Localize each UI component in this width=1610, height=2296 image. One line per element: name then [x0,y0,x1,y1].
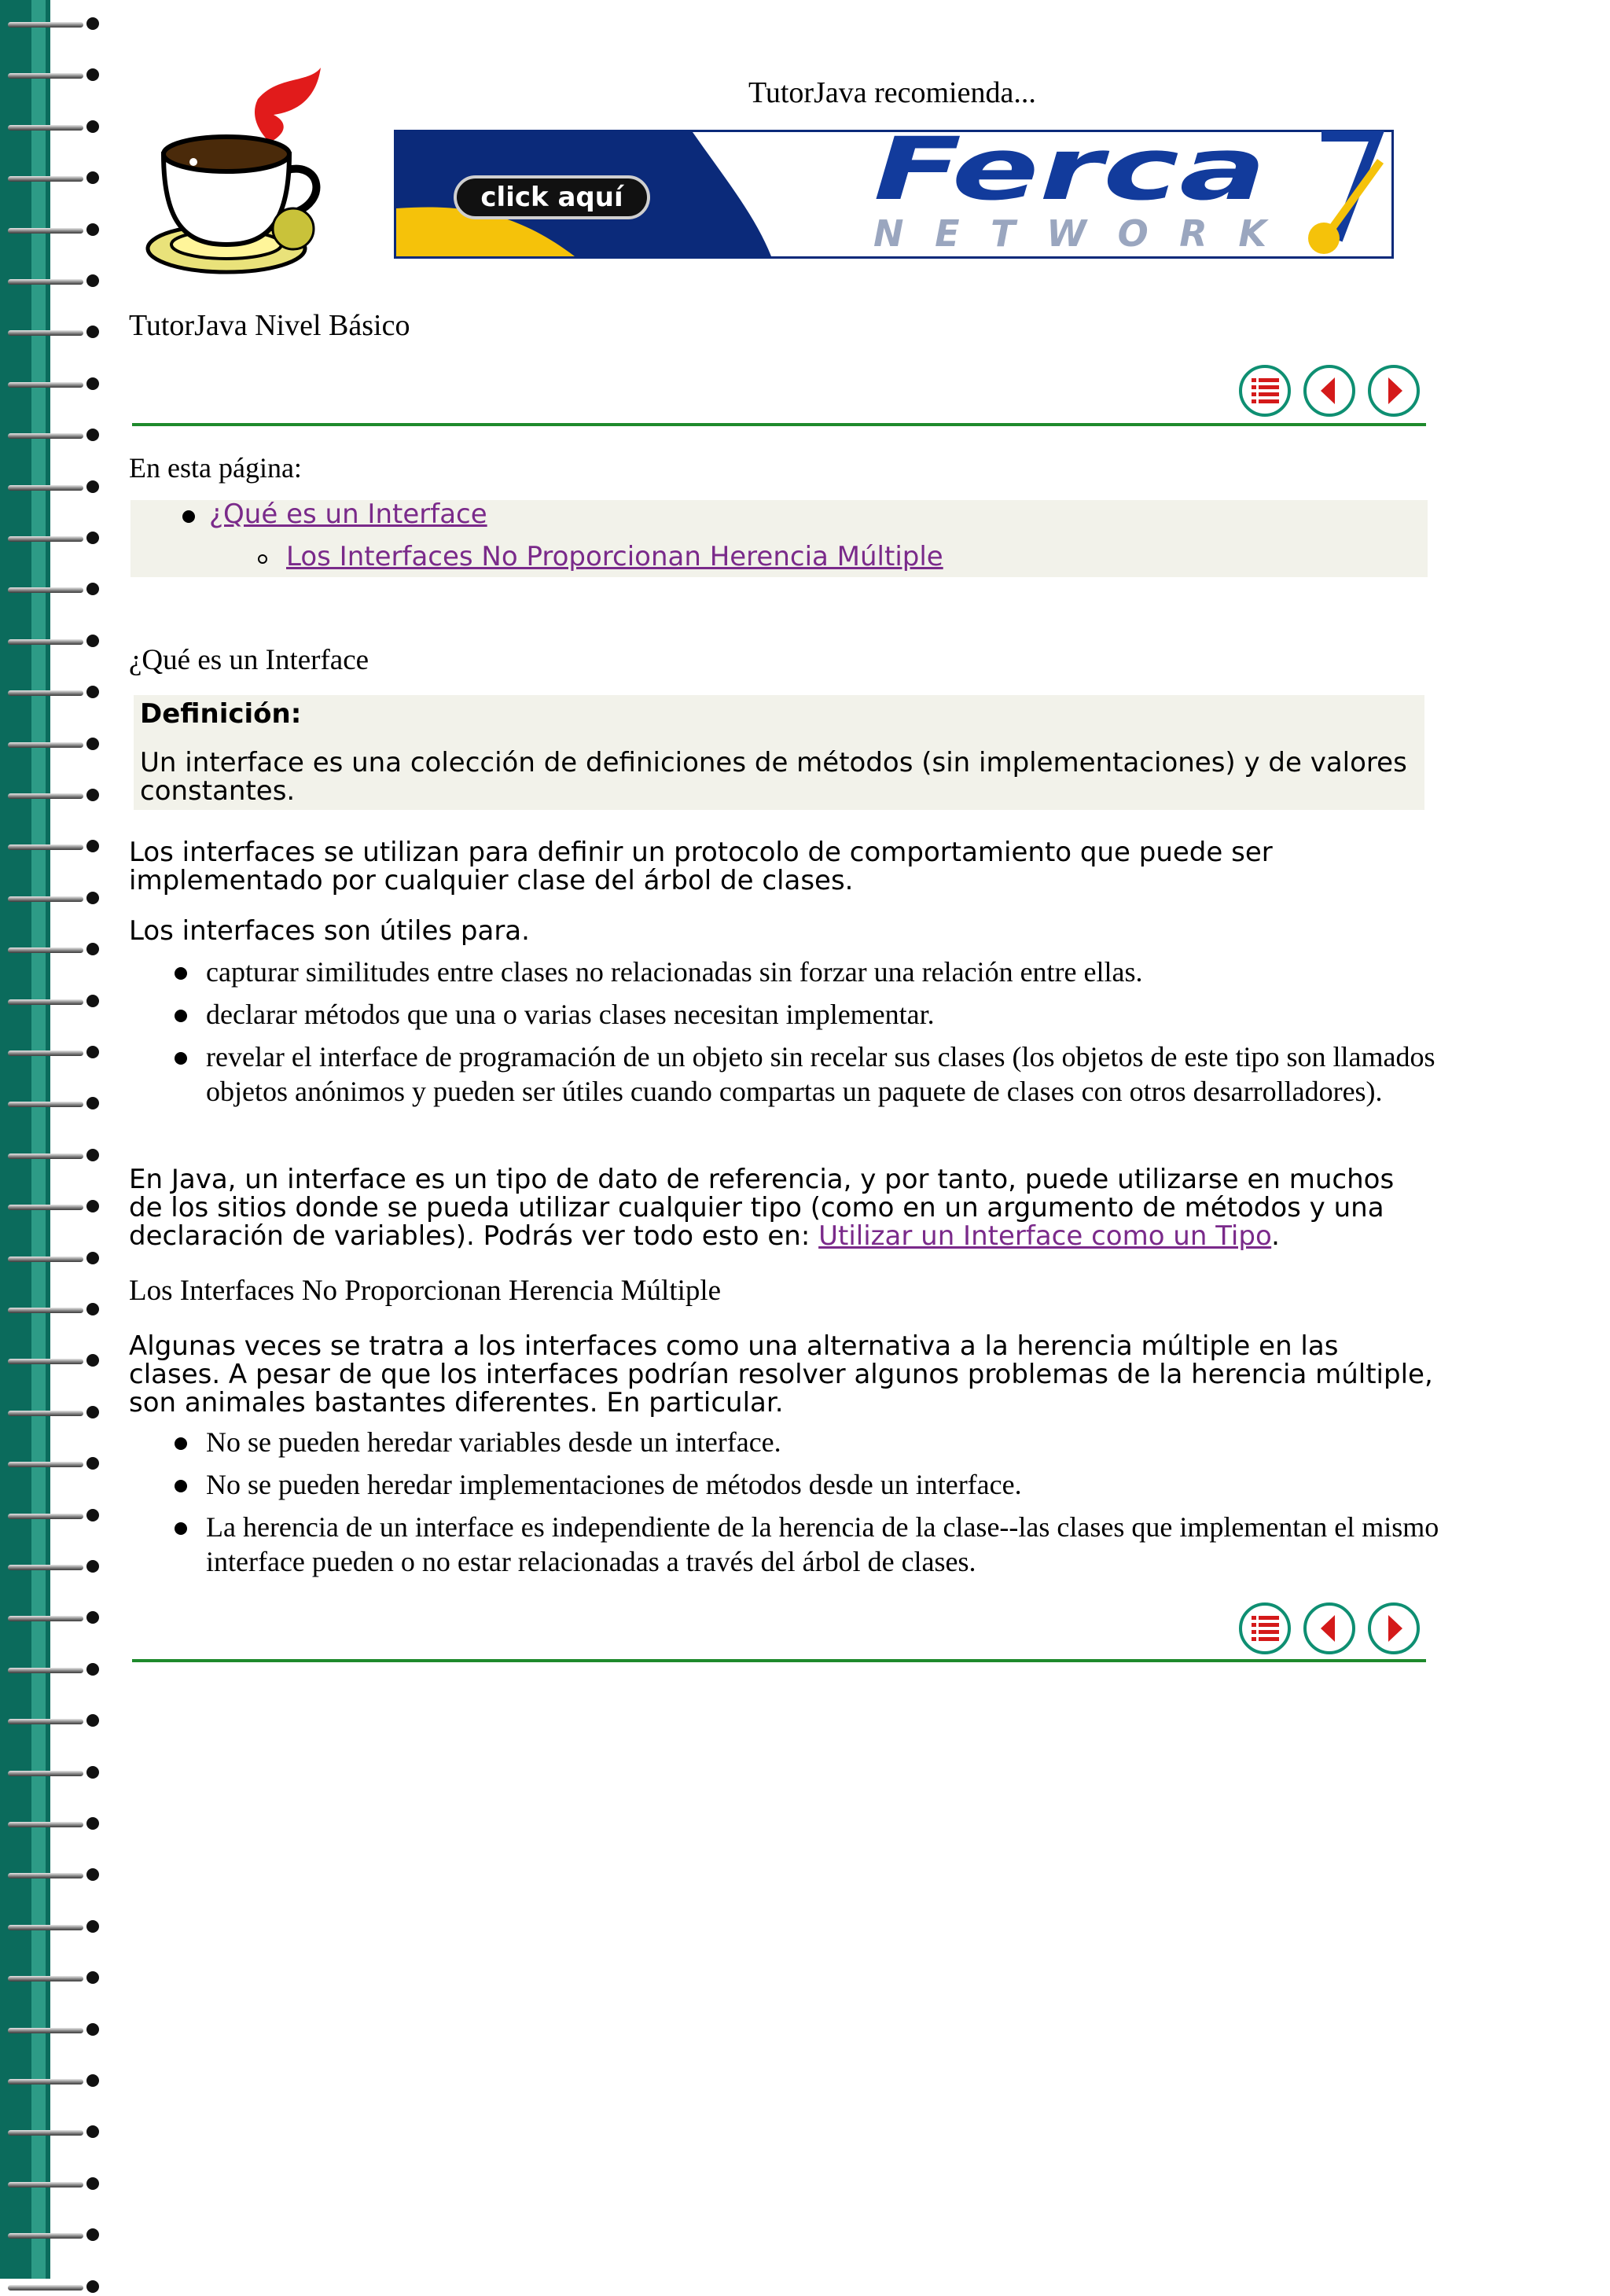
index-icon[interactable] [1239,1602,1291,1654]
next-icon[interactable] [1368,1602,1420,1654]
binding-ring [8,581,101,598]
binding-ring [8,427,101,444]
binding-ring [8,2176,101,2193]
level-title: TutorJava Nivel Básico [129,309,410,342]
section2-title: Los Interfaces No Proporcionan Herencia Múltiple [129,1275,722,1307]
binding-ring [8,1661,101,1679]
binding-ring [8,684,101,701]
index-icon[interactable] [1239,365,1291,417]
list-item: La herencia de un interface es independiente de la herencia de la clase--las clases que implementan el mismo interface pueden o no estar relacionadas a través del árbol de clases. [206,1511,1439,1577]
previous-icon[interactable] [1303,365,1355,417]
list-bullet [175,1480,187,1492]
binding-ring [8,1816,101,1833]
binding-ring [8,2279,101,2296]
bottom-navbar [1239,1602,1428,1659]
toc-sub-bullet [258,554,267,564]
binding-ring [8,1404,101,1422]
bottom-divider [132,1659,1426,1662]
binding-ring [8,787,101,804]
binding-ring [8,1919,101,1936]
recommend-text: TutorJava recomienda... [748,76,1036,109]
binding-ring [8,1095,101,1113]
binding-ring [8,1558,101,1576]
list-item: declarar métodos que una o varias clases necesitan implementar. [206,999,935,1030]
binding-ring [8,2022,101,2039]
list-bullet [175,1052,187,1065]
binding-ring [8,941,101,959]
top-navbar [1239,365,1428,421]
binding-ring [8,222,101,239]
binding-ring [8,67,101,84]
binding-ring [8,993,101,1010]
coffee-cup-logo [140,68,336,280]
section1-paragraph-1: Los interfaces se utilizan para definir un protocolo de comportamiento que puede ser implementado por cualquier clase del árbol de clases. [129,837,1273,896]
definition-label: Definición: [140,698,302,730]
banner-network: NETWORK [873,212,1266,255]
binding-ring [8,1507,101,1525]
list-bullet [175,1522,187,1535]
binding-ring [8,1044,101,1062]
binding-ring [8,16,101,33]
list-bullet [175,1010,187,1022]
binding-ring [8,838,101,855]
paragraph-text: En Java, un interface es un tipo de dato de referencia, y por tanto, puede utilizarse en muchos de los sitios donde se pueda utilizar cualquier tipo (como en un argumento de métodos y una declaración de variables). Podrás ver todo esto en: [129,1164,1395,1252]
definition-text: Un interface es una colección de definiciones de métodos (sin implementaciones) y de valores constantes. [140,747,1407,807]
binding-ring [8,2227,101,2244]
section1-paragraph-3 [129,1165,1434,1250]
binding-ring [8,324,101,341]
section1-title: ¿Qué es un Interface [129,644,369,676]
binding-ring [8,1764,101,1782]
ferca-banner[interactable] [394,130,1394,259]
binding-ring [8,170,101,187]
binding-ring [8,736,101,753]
list-item: revelar el interface de programación de un objeto sin recelar sus clases (los objetos de este tipo son llamados objetos anónimos y pueden ser útiles cuando compartas un paquete de clases con otros desarrolladores). [206,1041,1435,1107]
binding-ring [8,1352,101,1370]
banner-brand: Ferca [873,130,1266,219]
binding-ring [8,633,101,650]
list-item: No se pueden heredar variables desde un interface. [206,1426,781,1458]
list-item: No se pueden heredar implementaciones de métodos desde un interface. [206,1469,1022,1500]
in-page-label: En esta página: [129,452,302,484]
list-bullet [175,1437,187,1450]
binding-ring [8,273,101,290]
binding-ring [8,530,101,547]
banner-click-label: click aquí [480,182,623,213]
spiral-binding [0,0,110,2279]
binding-ring [8,1610,101,1627]
section2-paragraph-1: Algunas veces se tratra a los interfaces como una alternativa a la herencia múltiple en las clases. A pesar de que los interfaces podrían resolver algunos problemas de la herencia múltiple, son animales bastantes diferentes. En particular. [129,1330,1433,1418]
binding-ring [8,1867,101,1884]
top-divider [132,423,1426,426]
binding-ring [8,2073,101,2090]
toc-link-what-is-interface[interactable]: ¿Qué es un Interface [209,499,487,530]
link-use-interface-as-type[interactable]: Utilizar un Interface como un Tipo [818,1220,1272,1252]
binding-ring [8,1301,101,1319]
binding-ring [8,1713,101,1730]
binding-ring [8,479,101,496]
binding-ring [8,1250,101,1268]
section1-paragraph-2: Los interfaces son útiles para. [129,915,530,947]
binding-ring [8,2124,101,2141]
binding-ring [8,1198,101,1216]
list-item: capturar similitudes entre clases no relacionadas sin forzar una relación entre ellas. [206,956,1143,988]
next-icon[interactable] [1368,365,1420,417]
paragraph-end: . [1271,1220,1280,1252]
binding-ring [8,119,101,136]
toc-bullet [182,510,195,523]
toc-link-no-multiple-inheritance[interactable]: Los Interfaces No Proporcionan Herencia Múltiple [286,541,943,572]
binding-ring [8,890,101,907]
previous-icon[interactable] [1303,1602,1355,1654]
binding-ring [8,1147,101,1165]
binding-ring [8,1455,101,1473]
list-bullet [175,967,187,980]
binding-ring [8,376,101,393]
binding-ring [8,1970,101,1987]
